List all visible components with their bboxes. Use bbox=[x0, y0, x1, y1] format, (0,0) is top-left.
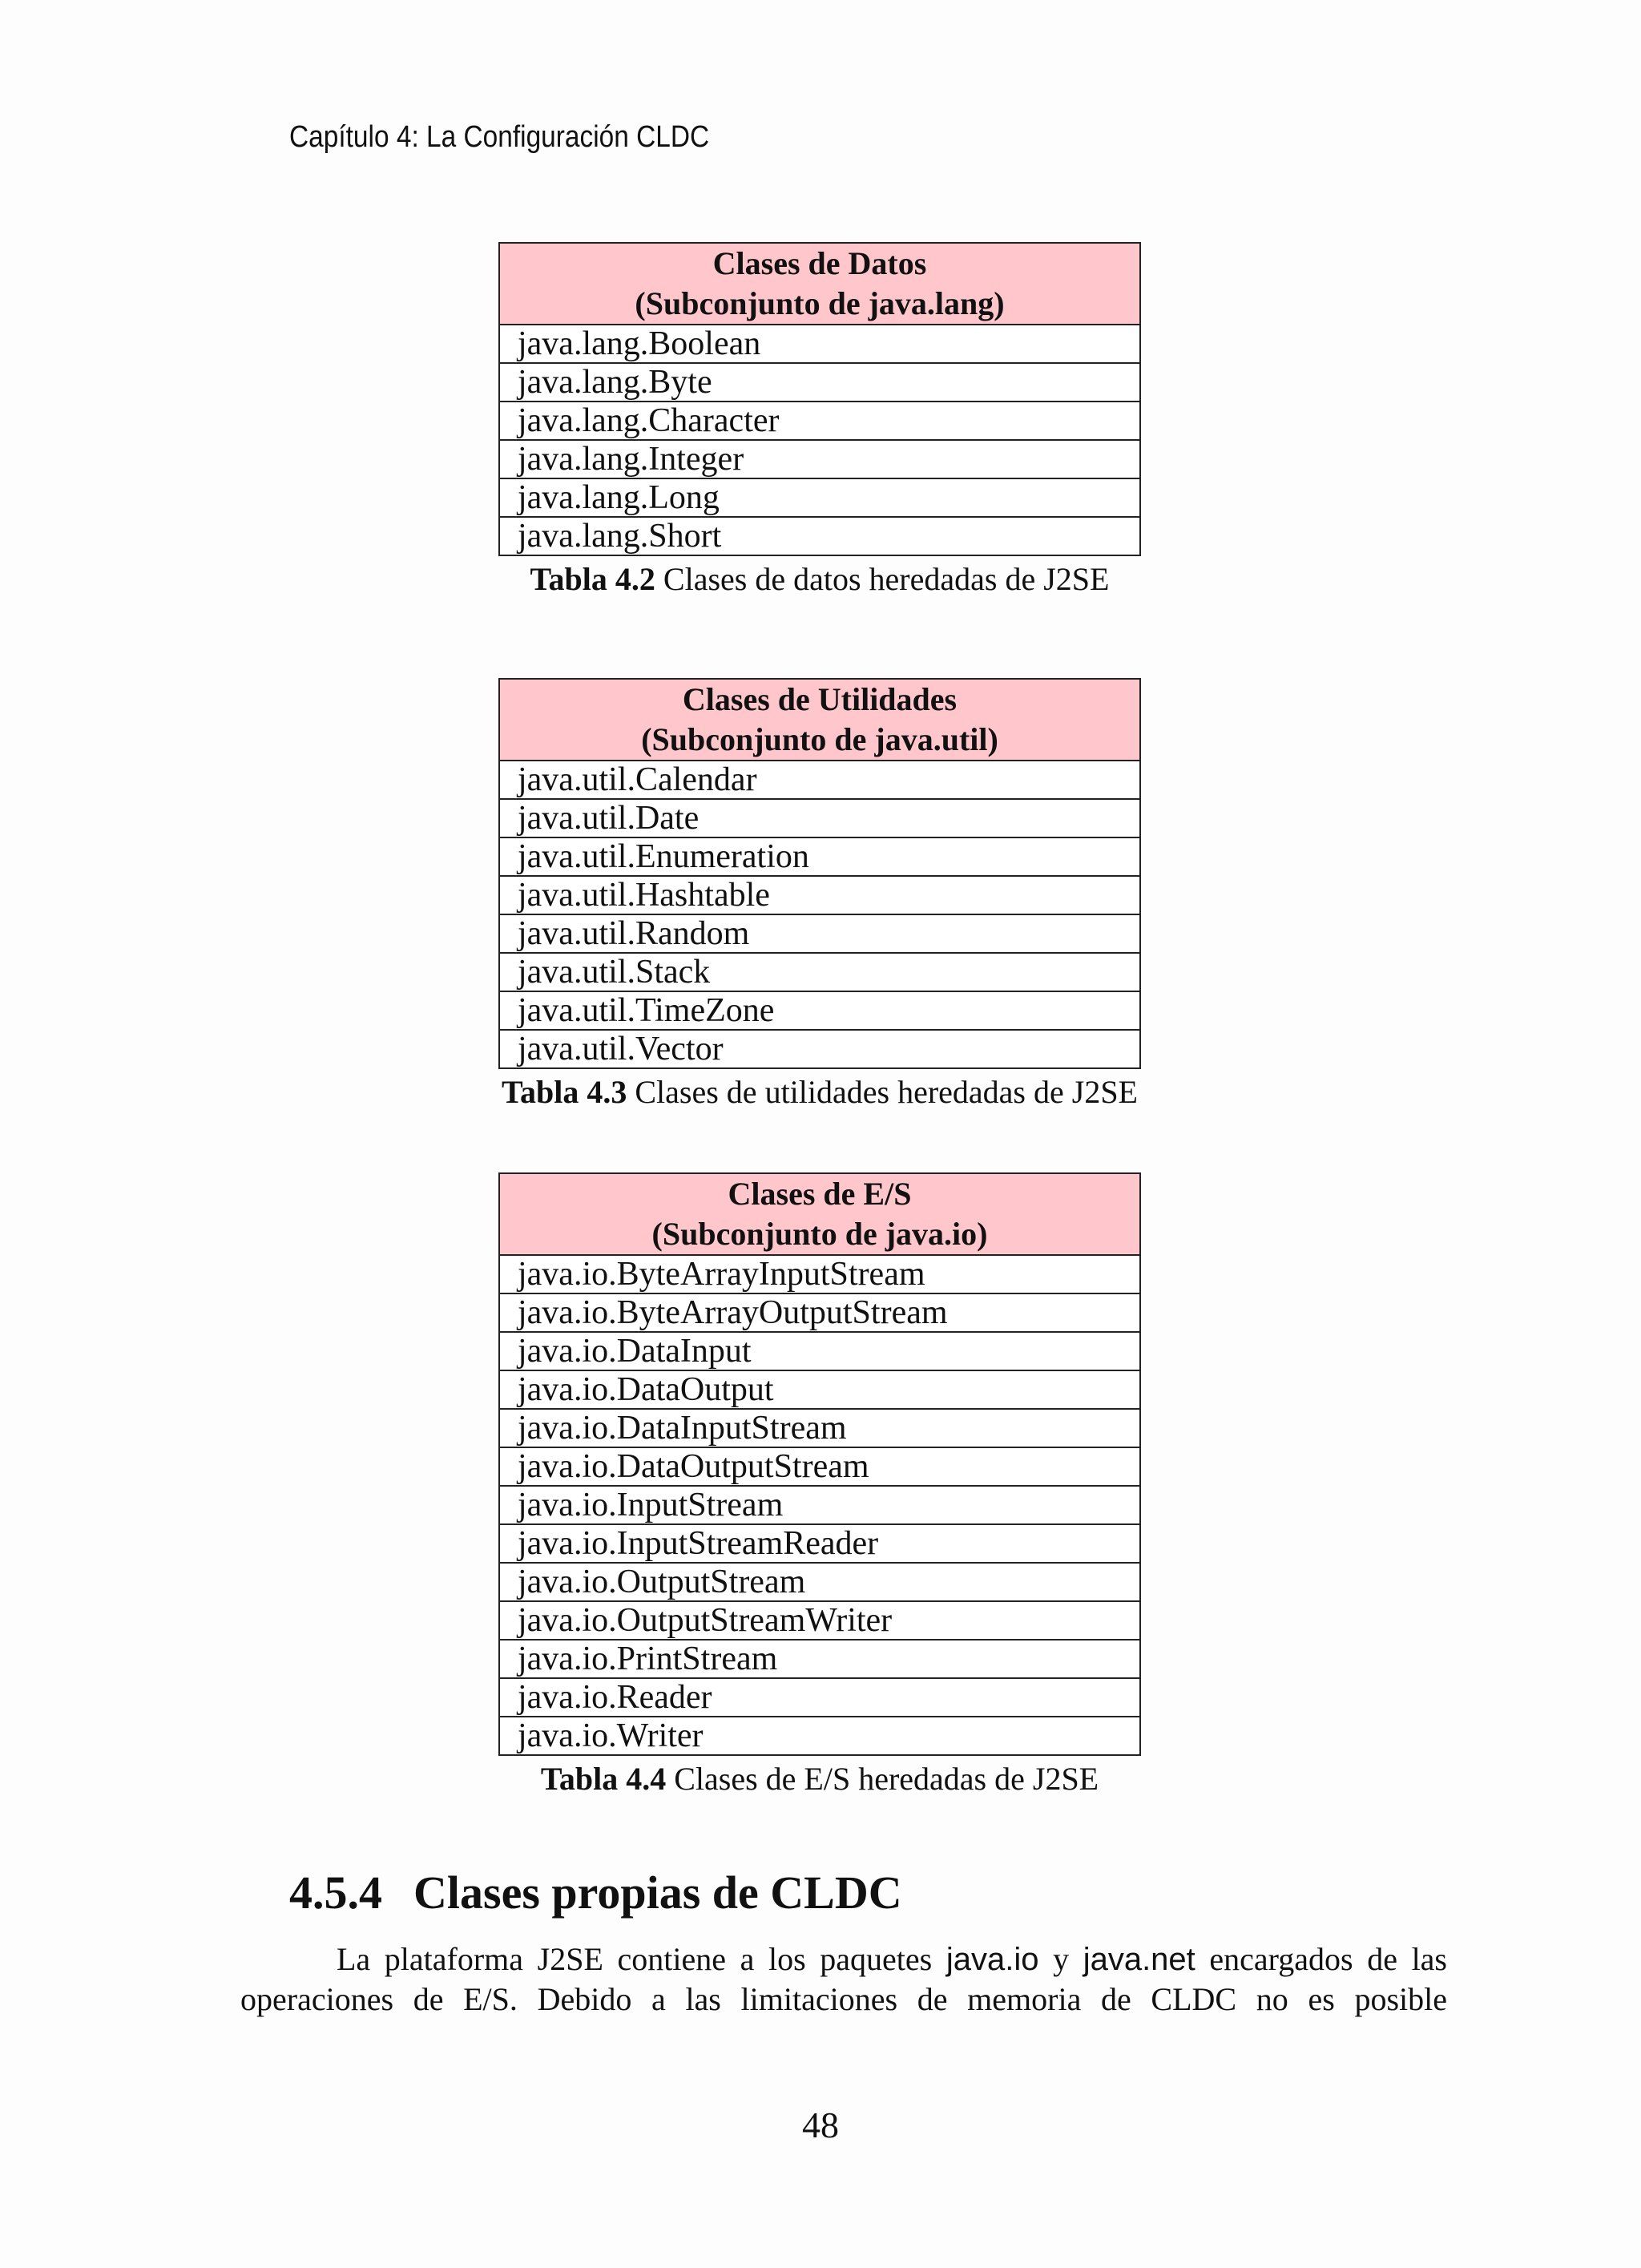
table-caption bbox=[498, 559, 1141, 599]
table-row: java.io.InputStream bbox=[499, 1486, 1140, 1524]
table-row: java.lang.Integer bbox=[499, 440, 1140, 478]
table-block-datos bbox=[498, 242, 1141, 599]
table-row: java.util.Enumeration bbox=[499, 837, 1140, 876]
table-row: java.lang.Long bbox=[499, 478, 1140, 517]
table-header-subtitle: (Subconjunto de java.lang) bbox=[635, 285, 1005, 321]
table-row: java.io.DataInput bbox=[499, 1332, 1140, 1370]
table-header bbox=[499, 243, 1140, 325]
table-header-title: Clases de Utilidades bbox=[682, 681, 958, 717]
table-utilidades bbox=[498, 678, 1141, 1069]
table-row: java.util.Calendar bbox=[499, 761, 1140, 799]
table-row: java.io.ByteArrayOutputStream bbox=[499, 1293, 1140, 1332]
section-title: Clases propias de CLDC bbox=[413, 1866, 902, 1919]
table-block-utilidades bbox=[498, 678, 1141, 1112]
body-paragraph bbox=[240, 1939, 1447, 2020]
table-row: java.io.OutputStreamWriter bbox=[499, 1601, 1140, 1640]
table-row: java.io.Reader bbox=[499, 1678, 1140, 1717]
caption-text: Clases de utilidades heredadas de J2SE bbox=[627, 1074, 1138, 1110]
caption-label: Tabla 4.4 bbox=[540, 1761, 667, 1797]
table-row: java.util.Vector bbox=[499, 1030, 1140, 1068]
caption-text: Clases de datos heredadas de J2SE bbox=[655, 561, 1110, 597]
table-row: java.util.Stack bbox=[499, 953, 1140, 991]
table-row: java.util.Random bbox=[499, 914, 1140, 953]
section-heading bbox=[289, 1866, 902, 1919]
section-number: 4.5.4 bbox=[289, 1866, 382, 1919]
table-caption bbox=[498, 1072, 1141, 1112]
table-header bbox=[499, 1173, 1140, 1255]
running-head: Capítulo 4: La Configuración CLDC bbox=[289, 120, 710, 154]
paragraph-text: encargados de las bbox=[1195, 1941, 1448, 1977]
table-row: java.io.OutputStream bbox=[499, 1563, 1140, 1601]
table-header-title: Clases de Datos bbox=[712, 245, 927, 281]
table-es bbox=[498, 1172, 1141, 1756]
paragraph-line bbox=[240, 1939, 1447, 1979]
caption-label: Tabla 4.2 bbox=[530, 561, 655, 597]
code-java-net: java.net bbox=[1083, 1942, 1195, 1977]
table-row: java.util.TimeZone bbox=[499, 991, 1140, 1030]
table-row: java.io.Writer bbox=[499, 1717, 1140, 1755]
table-row: java.io.ByteArrayInputStream bbox=[499, 1255, 1140, 1293]
caption-text: Clases de E/S heredadas de J2SE bbox=[666, 1761, 1099, 1797]
table-block-es bbox=[498, 1172, 1141, 1799]
table-row: java.io.PrintStream bbox=[499, 1640, 1140, 1678]
caption-label: Tabla 4.3 bbox=[502, 1074, 627, 1110]
table-datos bbox=[498, 242, 1141, 556]
table-row: java.io.DataOutput bbox=[499, 1370, 1140, 1409]
table-row: java.io.InputStreamReader bbox=[499, 1524, 1140, 1563]
table-row: java.lang.Short bbox=[499, 517, 1140, 555]
table-row: java.lang.Character bbox=[499, 402, 1140, 440]
page-number: 48 bbox=[802, 2105, 839, 2145]
table-header-title: Clases de E/S bbox=[728, 1176, 912, 1212]
table-row: java.util.Hashtable bbox=[499, 876, 1140, 914]
code-java-io: java.io bbox=[945, 1942, 1039, 1977]
table-header-subtitle: (Subconjunto de java.util) bbox=[641, 721, 998, 757]
paragraph-text: y bbox=[1038, 1941, 1083, 1977]
table-caption bbox=[498, 1759, 1141, 1799]
paragraph-line: operaciones de E/S. Debido a las limitaciones de memoria de CLDC no es posible bbox=[240, 1981, 1447, 2017]
table-row: java.lang.Byte bbox=[499, 363, 1140, 402]
table-row: java.lang.Boolean bbox=[499, 325, 1140, 363]
table-header-subtitle: (Subconjunto de java.io) bbox=[651, 1216, 988, 1252]
table-row: java.io.DataInputStream bbox=[499, 1409, 1140, 1447]
table-row: java.io.DataOutputStream bbox=[499, 1447, 1140, 1486]
table-header bbox=[499, 679, 1140, 761]
paragraph-text: La plataforma J2SE contiene a los paquetes bbox=[337, 1941, 946, 1977]
table-row: java.util.Date bbox=[499, 799, 1140, 837]
